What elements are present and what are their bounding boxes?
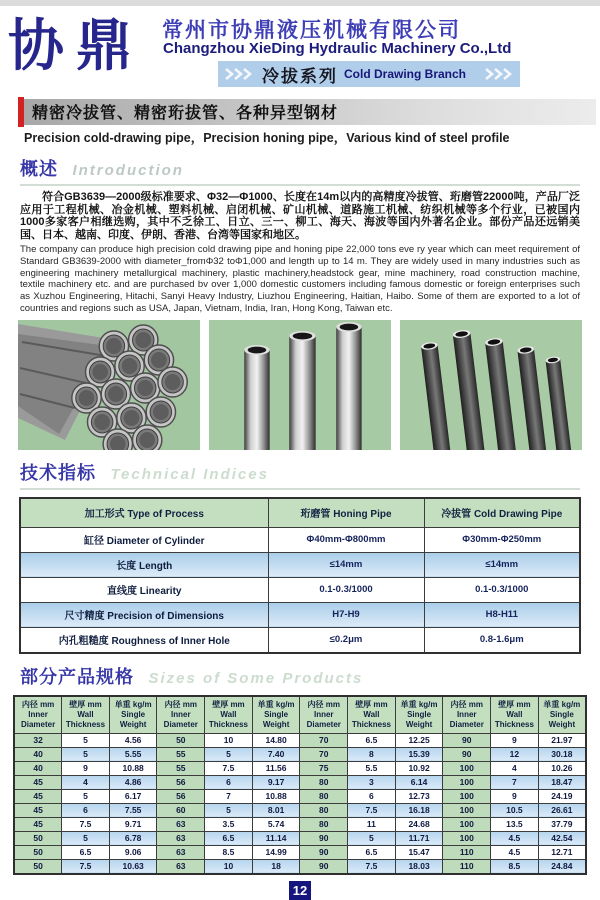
sizes-heading-en: Sizes of Some Products (148, 669, 364, 687)
intro-heading-en: Introduction (72, 162, 184, 179)
sizes-cell: 9 (62, 761, 110, 775)
sizes-table-row (14, 747, 586, 761)
sizes-column-header-cn: 壁厚 mm (69, 699, 102, 709)
tech-section-heading (20, 459, 580, 490)
sizes-cell: 56 (157, 775, 205, 789)
tech-column-header: 加工形式 Type of Process (20, 498, 268, 528)
sizes-cell: 14.80 (252, 733, 300, 747)
sizes-column-header-en: Inner Diameter (20, 709, 56, 729)
sizes-cell: 8.5 (205, 845, 253, 859)
company-logo: 协鼎 (8, 14, 144, 77)
sizes-column-header (443, 696, 491, 734)
tech-row-value: 0.1-0.3/1000 (268, 577, 424, 602)
sizes-cell: 24.68 (395, 817, 443, 831)
product-banner-title-en: Precision cold-drawing pipe，Precision honing pipe，Various kind of steel profile (24, 131, 510, 145)
sizes-cell: 5.5 (348, 761, 396, 775)
sizes-table-row (14, 775, 586, 789)
sizes-cell: 11.56 (252, 761, 300, 775)
sizes-cell: 18 (252, 859, 300, 874)
sizes-column-header (491, 696, 539, 734)
sizes-column-header-en: Single Weight (262, 709, 290, 729)
sizes-cell: 9 (491, 789, 539, 803)
sizes-cell: 18.47 (538, 775, 586, 789)
sizes-cell: 4.5 (491, 831, 539, 845)
sizes-cell: 10 (205, 733, 253, 747)
product-photo-pipe-bundle (18, 320, 200, 450)
sizes-column-header (300, 696, 348, 734)
chevron-right-icon (224, 67, 254, 81)
sizes-cell: 40 (14, 747, 62, 761)
sizes-column-header-en: Wall Thickness (494, 709, 534, 729)
sizes-cell: 90 (443, 747, 491, 761)
sizes-cell: 7 (205, 789, 253, 803)
sizes-cell: 6.5 (205, 831, 253, 845)
sizes-cell: 10.88 (109, 761, 157, 775)
sizes-cell: 3.5 (205, 817, 253, 831)
sizes-column-header (348, 696, 396, 734)
sizes-cell: 45 (14, 803, 62, 817)
tech-column-header: 珩磨管 Honing Pipe (268, 498, 424, 528)
intro-section-heading (20, 155, 580, 186)
sizes-table-row (14, 789, 586, 803)
sizes-column-header (538, 696, 586, 734)
sizes-cell: 63 (157, 859, 205, 874)
tech-row-label: 直线度 Linearity (20, 577, 268, 602)
tech-table-row (20, 602, 580, 627)
series-title-cn: 冷拔系列 (262, 66, 338, 86)
sizes-cell: 100 (443, 831, 491, 845)
tech-row-value: ≤14mm (268, 552, 424, 577)
sizes-column-header-cn: 内径 mm (307, 699, 340, 709)
header (0, 6, 600, 94)
sizes-cell: 50 (14, 859, 62, 874)
sizes-table-row (14, 859, 586, 874)
sizes-cell: 80 (300, 817, 348, 831)
sizes-table-head-row (14, 696, 586, 734)
tech-row-label: 内孔粗糙度 Roughness of Inner Hole (20, 627, 268, 653)
technical-indices-table (19, 497, 581, 654)
sizes-cell: 6.17 (109, 789, 157, 803)
sizes-cell: 4 (62, 775, 110, 789)
sizes-column-header-cn: 内径 mm (164, 699, 198, 709)
sizes-column-header-en: Wall Thickness (65, 709, 106, 729)
sizes-cell: 4.86 (109, 775, 157, 789)
sizes-cell: 4.5 (491, 845, 539, 859)
sizes-cell: 55 (157, 747, 205, 761)
sizes-cell: 63 (157, 845, 205, 859)
sizes-column-header-cn: 壁厚 mm (498, 699, 531, 709)
sizes-cell: 21.97 (538, 733, 586, 747)
sizes-table-row (14, 831, 586, 845)
sizes-cell: 63 (157, 831, 205, 845)
sizes-column-header (109, 696, 157, 734)
sizes-cell: 50 (14, 831, 62, 845)
sizes-table-row (14, 845, 586, 859)
sizes-cell: 5 (62, 733, 110, 747)
tech-table-row (20, 527, 580, 552)
sizes-column-header-cn: 单重 kg/m (257, 699, 295, 709)
sizes-cell: 11.71 (395, 831, 443, 845)
sizes-cell: 90 (300, 845, 348, 859)
sizes-cell: 9.71 (109, 817, 157, 831)
tech-heading-cn: 技术指标 (20, 462, 96, 483)
sizes-cell: 37.79 (538, 817, 586, 831)
sizes-heading-cn: 部分产品规格 (20, 666, 134, 687)
sizes-cell: 8 (348, 747, 396, 761)
product-photos (18, 320, 582, 450)
sizes-cell: 50 (14, 845, 62, 859)
sizes-cell: 26.61 (538, 803, 586, 817)
sizes-cell: 6.5 (62, 845, 110, 859)
product-sizes-table (13, 695, 587, 875)
company-name-cn: 常州市协鼎液压机械有限公司 (162, 19, 461, 42)
sizes-column-header (62, 696, 110, 734)
sizes-cell: 7.5 (348, 859, 396, 874)
sizes-cell: 12.71 (538, 845, 586, 859)
sizes-cell: 70 (300, 733, 348, 747)
sizes-cell: 12.73 (395, 789, 443, 803)
sizes-cell: 10.92 (395, 761, 443, 775)
sizes-cell: 15.39 (395, 747, 443, 761)
sizes-cell: 63 (157, 817, 205, 831)
sizes-cell: 7.5 (348, 803, 396, 817)
sizes-cell: 7.5 (62, 817, 110, 831)
sizes-cell: 7.40 (252, 747, 300, 761)
sizes-cell: 10 (205, 859, 253, 874)
sizes-cell: 30.18 (538, 747, 586, 761)
sizes-column-header-cn: 单重 kg/m (400, 699, 438, 709)
sizes-cell: 7.5 (62, 859, 110, 874)
sizes-column-header-en: Single Weight (405, 709, 433, 729)
sizes-cell: 5.74 (252, 817, 300, 831)
product-banner (18, 99, 596, 125)
sizes-column-header-cn: 内径 mm (450, 699, 483, 709)
sizes-cell: 10.26 (538, 761, 586, 775)
sizes-cell: 15.47 (395, 845, 443, 859)
series-banner (218, 61, 520, 87)
sizes-cell: 100 (443, 775, 491, 789)
sizes-cell: 10.63 (109, 859, 157, 874)
sizes-cell: 3 (348, 775, 396, 789)
sizes-column-header-en: Wall Thickness (208, 709, 249, 729)
sizes-table-row (14, 803, 586, 817)
sizes-cell: 55 (157, 761, 205, 775)
sizes-column-header (205, 696, 253, 734)
tech-row-value: ≤14mm (424, 552, 580, 577)
sizes-cell: 16.18 (395, 803, 443, 817)
intro-paragraph-en: The company can produce high precision cold drawing pipe and honing pipe 22,000 tons eve ry year which can meet requirement of Standard GB3639-2000 with diameter_fromΦ32 toΦ1,000 and length up to 14 m. They are widely used in many industries such as engineering machinery metallurgical machinery, plastic machinery,headstock gear, mine machinery, road construction machine, textile machinery etc. and are purchased bv over 1,000 domestic customers including famous domestic or foreign enterprises such as Xuzhou Engineering, Hitachi, Sanyi Heavy Industry, Liuzhou Engineering, Haitian, Haibo. Some of them are exported to a lot of countries and regions such as USA, Japan, Vietnam, India, Iran, Hong Kong, Taiwan etc. (20, 244, 580, 314)
sizes-column-header-en: Inner Diameter (449, 709, 484, 729)
red-accent-bar (18, 97, 24, 127)
sizes-column-header-cn: 壁厚 mm (212, 699, 245, 709)
sizes-cell: 12 (491, 747, 539, 761)
sizes-column-header-en: Single Weight (119, 709, 147, 729)
sizes-cell: 100 (443, 817, 491, 831)
sizes-cell: 32 (14, 733, 62, 747)
tech-row-value: ≤0.2μm (268, 627, 424, 653)
tech-row-value: Φ30mm-Φ250mm (424, 527, 580, 552)
sizes-column-header (157, 696, 205, 734)
sizes-cell: 10.88 (252, 789, 300, 803)
sizes-cell: 13.5 (491, 817, 539, 831)
product-photo-honed-pipes (209, 320, 391, 450)
sizes-cell: 80 (300, 775, 348, 789)
sizes-cell: 11 (348, 817, 396, 831)
sizes-cell: 5 (62, 747, 110, 761)
tech-row-label: 缸径 Diameter of Cylinder (20, 527, 268, 552)
sizes-cell: 6 (62, 803, 110, 817)
sizes-cell: 5 (205, 747, 253, 761)
product-photo-profile-pipes (400, 320, 582, 450)
sizes-cell: 24.19 (538, 789, 586, 803)
sizes-cell: 6.78 (109, 831, 157, 845)
sizes-cell: 5 (62, 831, 110, 845)
sizes-cell: 8.01 (252, 803, 300, 817)
sizes-table-body (14, 733, 586, 874)
sizes-column-header-en: Wall Thickness (351, 709, 391, 729)
tech-heading-en: Technical Indices (110, 465, 269, 483)
sizes-cell: 42.54 (538, 831, 586, 845)
sizes-cell: 6 (205, 775, 253, 789)
sizes-cell: 5.55 (109, 747, 157, 761)
sizes-cell: 90 (443, 733, 491, 747)
tech-row-value: H8-H11 (424, 602, 580, 627)
sizes-column-header (395, 696, 443, 734)
sizes-cell: 100 (443, 761, 491, 775)
sizes-cell: 45 (14, 817, 62, 831)
sizes-column-header-en: Single Weight (548, 709, 576, 729)
tech-column-header: 冷拔管 Cold Drawing Pipe (424, 498, 580, 528)
chevron-right-icon (484, 67, 514, 81)
sizes-cell: 50 (157, 733, 205, 747)
sizes-column-header-cn: 单重 kg/m (114, 699, 152, 709)
sizes-cell: 70 (300, 747, 348, 761)
sizes-cell: 80 (300, 789, 348, 803)
sizes-cell: 110 (443, 845, 491, 859)
tech-row-value: 0.1-0.3/1000 (424, 577, 580, 602)
sizes-column-header-cn: 壁厚 mm (355, 699, 388, 709)
sizes-cell: 6 (348, 789, 396, 803)
sizes-cell: 80 (300, 803, 348, 817)
tech-row-label: 长度 Length (20, 552, 268, 577)
company-name-en: Changzhou XieDing Hydraulic Machinery Co.,Ltd (163, 40, 512, 57)
sizes-cell: 100 (443, 803, 491, 817)
tech-table-row (20, 627, 580, 653)
intro-heading-cn: 概述 (20, 159, 58, 179)
sizes-cell: 45 (14, 789, 62, 803)
sizes-cell: 4 (491, 761, 539, 775)
sizes-cell: 60 (157, 803, 205, 817)
sizes-cell: 90 (300, 859, 348, 874)
sizes-cell: 12.25 (395, 733, 443, 747)
sizes-column-header (14, 696, 62, 734)
tech-table-body (20, 527, 580, 653)
sizes-cell: 5 (62, 789, 110, 803)
page-number: 12 (289, 881, 311, 900)
sizes-table-row (14, 817, 586, 831)
sizes-cell: 5 (205, 803, 253, 817)
sizes-cell: 75 (300, 761, 348, 775)
sizes-cell: 9.17 (252, 775, 300, 789)
tech-row-value: 0.8-1.6μm (424, 627, 580, 653)
tech-row-value: H7-H9 (268, 602, 424, 627)
sizes-cell: 7.55 (109, 803, 157, 817)
sizes-cell: 14.99 (252, 845, 300, 859)
sizes-cell: 24.84 (538, 859, 586, 874)
sizes-cell: 9.06 (109, 845, 157, 859)
sizes-column-header (252, 696, 300, 734)
product-banner-title-cn: 精密冷拔管、精密珩拔管、各种异型钢材 (24, 99, 596, 125)
sizes-cell: 7 (491, 775, 539, 789)
sizes-section-heading (20, 663, 580, 689)
sizes-cell: 56 (157, 789, 205, 803)
sizes-cell: 110 (443, 859, 491, 874)
sizes-column-header-en: Inner Diameter (306, 709, 341, 729)
sizes-cell: 10.5 (491, 803, 539, 817)
sizes-cell: 5 (348, 831, 396, 845)
sizes-cell: 90 (300, 831, 348, 845)
sizes-table-row (14, 733, 586, 747)
sizes-cell: 18.03 (395, 859, 443, 874)
sizes-cell: 6.14 (395, 775, 443, 789)
sizes-cell: 9 (491, 733, 539, 747)
tech-table-head-row (20, 498, 580, 528)
sizes-cell: 4.56 (109, 733, 157, 747)
sizes-cell: 11.14 (252, 831, 300, 845)
sizes-column-header-en: Inner Diameter (163, 709, 198, 729)
tech-row-value: Φ40mm-Φ800mm (268, 527, 424, 552)
series-title-en: Cold Drawing Branch (344, 67, 467, 81)
sizes-table-row (14, 761, 586, 775)
tech-row-label: 尺寸精度 Precision of Dimensions (20, 602, 268, 627)
sizes-column-header-cn: 内径 mm (21, 699, 55, 709)
sizes-cell: 8.5 (491, 859, 539, 874)
sizes-cell: 45 (14, 775, 62, 789)
sizes-cell: 100 (443, 789, 491, 803)
sizes-cell: 40 (14, 761, 62, 775)
tech-table-row (20, 552, 580, 577)
tech-table-row (20, 577, 580, 602)
intro-paragraph-cn: 符合GB3639—2000级标准要求、Φ32—Φ1000、长度在14m以内的高精度冷拔管、珩磨管22000吨，产品厂泛应用于工程机械、冶金机械、塑料机械、启闭机械、矿山机械、道路施工机械、纺织机械等多个行业，已被国内1000多家客户相继选购，其中不乏徐工、日立、三一、柳工、海天、海波等国内外著名企业。部份产品还远销美国、日本、越南、印度、伊朗、香港、台湾等国家和地区。 (20, 191, 580, 241)
sizes-cell: 7.5 (205, 761, 253, 775)
sizes-column-header-cn: 单重 kg/m (543, 699, 581, 709)
sizes-cell: 6.5 (348, 733, 396, 747)
sizes-cell: 6.5 (348, 845, 396, 859)
